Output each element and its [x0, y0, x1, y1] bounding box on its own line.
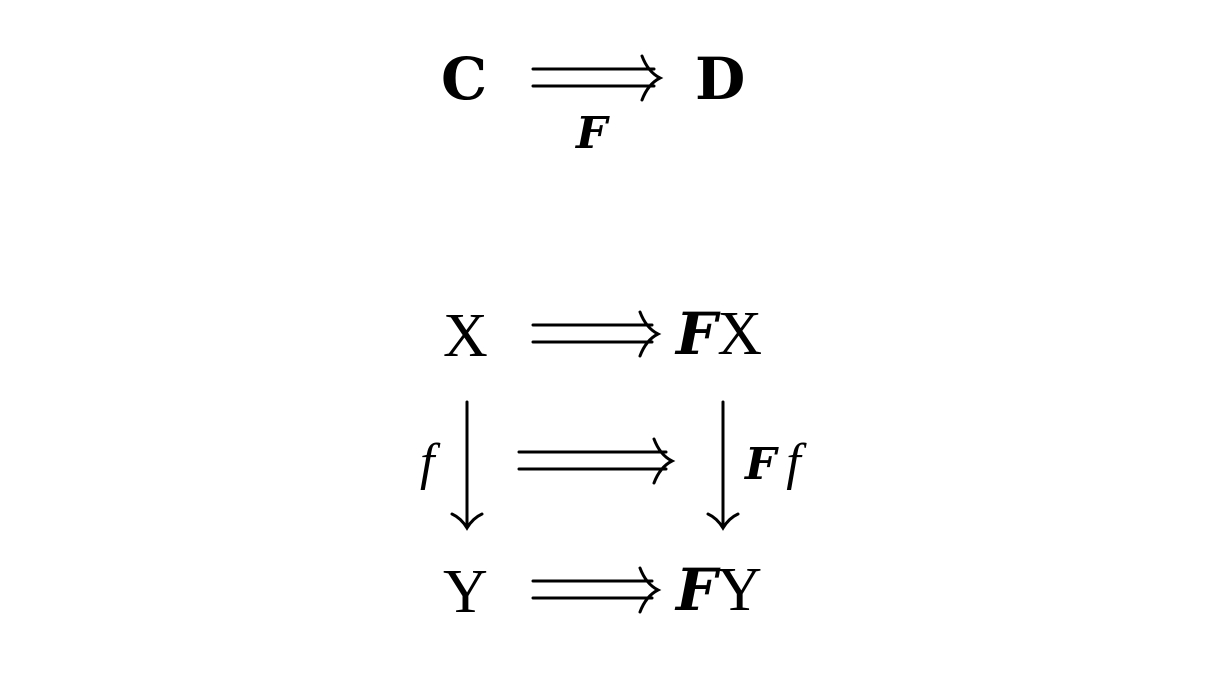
- morphism-f-arrow: [452, 402, 482, 528]
- object-y-label: Y: [443, 558, 488, 626]
- image-y-object: Y: [717, 556, 762, 624]
- morphism-ff-label: [745, 434, 801, 491]
- source-category-label: C: [441, 45, 488, 113]
- image-y-label: [676, 556, 762, 624]
- image-x-functor: F: [676, 300, 718, 368]
- morphism-ff-f: f: [786, 434, 801, 491]
- image-x-label: [676, 300, 762, 368]
- functor-double-arrow: [533, 56, 660, 100]
- morphism-f-label: f: [420, 434, 435, 491]
- functor-label: F: [576, 108, 608, 159]
- image-y-functor: F: [676, 556, 718, 624]
- target-category-label: D: [695, 45, 746, 113]
- image-x-object: X: [717, 300, 762, 368]
- morphism-ff-arrow: [708, 402, 738, 528]
- object-x-label: X: [443, 302, 488, 370]
- morphism-map-arrow: [519, 439, 672, 483]
- morphism-ff-functor: F: [745, 439, 777, 490]
- object-map-arrow-x: [533, 312, 658, 356]
- object-map-arrow-y: [533, 568, 658, 612]
